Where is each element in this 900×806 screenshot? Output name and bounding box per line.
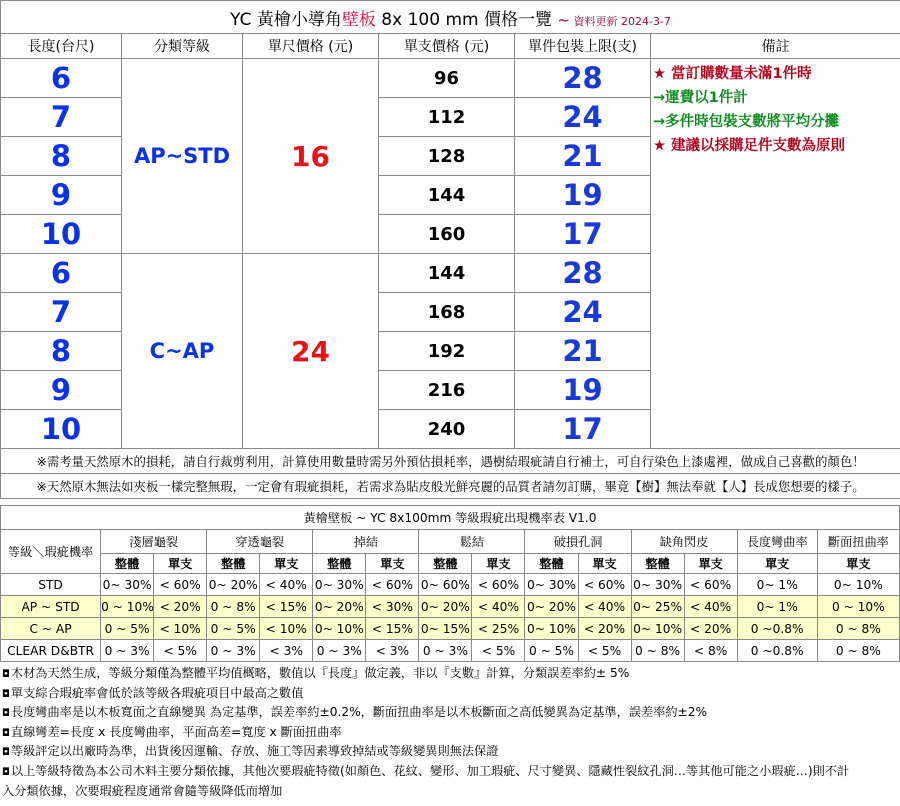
header-unit-price: 單尺價格 (元) — [243, 34, 379, 59]
pack-limit-cell: 17 — [515, 215, 651, 254]
header-grade: 分類等級 — [122, 34, 243, 59]
sub-header: 單支 — [366, 554, 419, 574]
defect-value: < 40% — [684, 596, 737, 618]
category-header: 斷面扭曲率 — [817, 530, 899, 554]
defect-value: 0~ 30% — [101, 574, 154, 596]
defect-value: < 40% — [260, 574, 313, 596]
defect-row — [1, 618, 900, 640]
defect-value: < 5% — [154, 640, 207, 662]
defect-value: 0 ~ 5% — [207, 618, 260, 640]
defect-value: 0 ~ 5% — [525, 640, 578, 662]
update-date: 資料更新 2024-3-7 — [569, 14, 671, 28]
defect-value: 0 ~0.8% — [737, 618, 817, 640]
defect-value: 0 ~ 8% — [817, 640, 899, 662]
length-cell: 8 — [1, 137, 122, 176]
grade-cell: AP~STD — [122, 59, 243, 254]
page-title — [1, 1, 900, 34]
pack-limit-cell: 19 — [515, 371, 651, 410]
piece-price-cell: 160 — [379, 215, 515, 254]
defect-grade: STD — [1, 574, 101, 596]
footnote — [0, 684, 900, 704]
header-pack-limit: 單件包裝上限(支) — [515, 34, 651, 59]
unit-price-cell: 16 — [243, 59, 379, 254]
title-highlight: 壁板 — [341, 9, 376, 30]
sub-header: 整體 — [207, 554, 260, 574]
title-suffix: 8x 100 mm 價格一覽 — [375, 9, 558, 30]
defect-value: 0 ~ 3% — [207, 640, 260, 662]
defect-value: < 8% — [684, 640, 737, 662]
remark-text: 當訂購數量未滿1件時 — [666, 66, 812, 82]
defect-value: < 5% — [578, 640, 631, 662]
defect-value: 0 ~ 8% — [631, 640, 684, 662]
length-cell: 7 — [1, 293, 122, 332]
length-cell: 6 — [1, 254, 122, 293]
footnote-text: 以上等級特徵為本公司木料主要分類依據，其他次要瑕疵特徵(如顏色、花紋、變形、加工瑕疵、尺寸變異、隱藏性裂紋孔洞…等其他可能之小瑕疵…)則不計 — [10, 764, 850, 778]
defect-row — [1, 640, 900, 662]
defect-value: < 3% — [366, 640, 419, 662]
defect-value: < 40% — [472, 596, 525, 618]
defect-value: 0 ~ 8% — [207, 596, 260, 618]
defect-value: < 25% — [472, 618, 525, 640]
defect-value: 0~ 15% — [419, 618, 472, 640]
defect-subheader-row — [1, 554, 900, 574]
star-icon: ★ — [653, 138, 666, 154]
defect-grade: AP ~ STD — [1, 596, 101, 618]
sub-header: 單支 — [578, 554, 631, 574]
length-cell: 9 — [1, 176, 122, 215]
category-header: 長度彎曲率 — [737, 530, 817, 554]
defect-value: < 10% — [154, 618, 207, 640]
bullet-icon: ◘ — [2, 747, 10, 759]
category-header: 鬆結 — [419, 530, 525, 554]
defect-value: < 60% — [472, 574, 525, 596]
defect-value: < 60% — [684, 574, 737, 596]
note-row — [1, 474, 900, 499]
footnote-text: 木材為天然生成，等級分類僅為整體平均值概略，數值以『長度』做定義，非以『支數』計算，分類誤差率約± 5% — [10, 666, 630, 680]
remarks-cell — [651, 59, 900, 449]
category-header: 穿透龜裂 — [207, 530, 313, 554]
defect-value: 0 ~ 3% — [313, 640, 366, 662]
piece-price-cell: 96 — [379, 59, 515, 98]
defect-grade: C ~ AP — [1, 618, 101, 640]
length-cell: 10 — [1, 410, 122, 449]
pack-limit-cell: 24 — [515, 293, 651, 332]
piece-price-cell: 168 — [379, 293, 515, 332]
bullet-icon: ◘ — [2, 688, 10, 700]
header-piece-price: 單支價格 (元) — [379, 34, 515, 59]
category-header: 淺層龜裂 — [101, 530, 207, 554]
sub-header: 整體 — [101, 554, 154, 574]
piece-price-cell: 112 — [379, 98, 515, 137]
defect-value: < 60% — [154, 574, 207, 596]
remark-item — [653, 134, 900, 158]
defect-row — [1, 596, 900, 618]
defect-value: 0~ 1% — [737, 596, 817, 618]
defect-value: 0~ 20% — [525, 596, 578, 618]
defect-value: 0~ 20% — [419, 596, 472, 618]
sub-header: 單支 — [737, 554, 817, 574]
unit-price-cell: 24 — [243, 254, 379, 449]
sub-header: 單支 — [260, 554, 313, 574]
arrow-icon: → — [653, 90, 666, 106]
defect-value: 0~ 30% — [313, 574, 366, 596]
grade-cell: C~AP — [122, 254, 243, 449]
remark-item — [653, 86, 900, 110]
defect-table — [0, 505, 900, 662]
bullet-icon: ◘ — [2, 767, 10, 778]
piece-price-cell: 128 — [379, 137, 515, 176]
defect-value: 0~ 30% — [631, 574, 684, 596]
defect-value: < 20% — [578, 618, 631, 640]
length-cell: 9 — [1, 371, 122, 410]
table-row — [1, 59, 900, 98]
defect-value: < 20% — [154, 596, 207, 618]
defect-value: < 5% — [472, 640, 525, 662]
defect-value: < 40% — [578, 596, 631, 618]
header-length: 長度(台尺) — [1, 34, 122, 59]
sub-header: 單支 — [684, 554, 737, 574]
defect-value: 0 ~ 8% — [817, 618, 899, 640]
piece-price-cell: 240 — [379, 410, 515, 449]
pack-limit-cell: 21 — [515, 137, 651, 176]
category-header: 缺角閃皮 — [631, 530, 737, 554]
defect-value: 0 ~ 5% — [101, 618, 154, 640]
defect-value: 0 ~ 3% — [101, 640, 154, 662]
pack-limit-cell: 28 — [515, 254, 651, 293]
defect-value: 0~ 20% — [313, 596, 366, 618]
piece-price-cell: 144 — [379, 254, 515, 293]
note-text: ※需考量天然原木的損耗，請自行裁剪利用，計算使用數量時需另外預估損耗率，遇樹結瑕疵請自行補士，可自行染色上漆處裡，做成自己喜歡的顏色！ — [1, 449, 900, 474]
defect-value: < 15% — [366, 618, 419, 640]
remark-text: 建議以採購足件支數為原則 — [666, 138, 846, 154]
defect-value: 0~ 10% — [313, 618, 366, 640]
sub-header: 整體 — [313, 554, 366, 574]
defect-value: < 60% — [366, 574, 419, 596]
defect-value: 0 ~ 3% — [419, 640, 472, 662]
footnote-text: 直線彎差=長度 x 長度彎曲率，平面高差=寬度 x 斷面扭曲率 — [10, 724, 342, 739]
defect-value: 0~ 10% — [817, 574, 899, 596]
footnote — [0, 762, 900, 782]
star-icon: ★ — [653, 66, 666, 82]
length-cell: 8 — [1, 332, 122, 371]
defect-value: 0~ 10% — [525, 618, 578, 640]
defect-value: 0 ~ 10% — [101, 596, 154, 618]
defect-row — [1, 574, 900, 596]
footnote-text: 長度彎曲率是以木板寬面之直線變異 為定基準，誤差率約±0.2%，斷面扭曲率是以木板斷面之高低變異為定基準，誤差率約±2% — [10, 705, 708, 720]
remark-item — [653, 62, 900, 86]
length-cell: 7 — [1, 98, 122, 137]
defect-value: < 10% — [260, 618, 313, 640]
length-cell: 6 — [1, 59, 122, 98]
defect-value: < 3% — [260, 640, 313, 662]
header-remarks: 備註 — [651, 34, 900, 59]
header-row — [1, 34, 900, 59]
length-cell: 10 — [1, 215, 122, 254]
defect-value: < 15% — [260, 596, 313, 618]
defect-value: 0~ 1% — [737, 574, 817, 596]
defect-value: 0 ~0.8% — [737, 640, 817, 662]
footnote-text: 單支綜合瑕疵率會低於該等級各瑕疵項目中最高之數值 — [10, 685, 304, 700]
bullet-icon: ◘ — [2, 727, 10, 739]
defect-value: < 60% — [578, 574, 631, 596]
piece-price-cell: 192 — [379, 332, 515, 371]
note-text: ※天然原木無法如夾板一樣完整無瑕，一定會有瑕疵損耗，若需求為貼皮般光鮮亮麗的品質者請勿訂購，畢竟【樹】無法奉就【人】長成您想要的樣子。 — [1, 474, 900, 499]
footnote — [0, 723, 900, 743]
defect-value: 0~ 25% — [631, 596, 684, 618]
footnote — [0, 782, 900, 801]
remark-text: 多件時包裝支數將平均分攤 — [665, 114, 840, 130]
arrow-icon: → — [653, 114, 666, 130]
defect-value: 0~ 20% — [207, 574, 260, 596]
note-row — [1, 449, 900, 474]
pack-limit-cell: 21 — [515, 332, 651, 371]
pack-limit-cell: 17 — [515, 410, 651, 449]
defect-table-title: 黃檜壁板 ~ YC 8x100mm 等級瑕疵出現機率表 V1.0 — [1, 506, 900, 530]
defect-value: 0 ~ 10% — [817, 596, 899, 618]
remark-item — [653, 110, 900, 134]
sub-header: 單支 — [472, 554, 525, 574]
footnote — [0, 742, 900, 762]
footnote — [0, 703, 900, 723]
sub-header: 整體 — [631, 554, 684, 574]
title-tilde: ~ — [557, 10, 570, 29]
piece-price-cell: 144 — [379, 176, 515, 215]
bullet-icon: ◘ — [2, 708, 10, 720]
row-header: 等級＼瑕疵機率 — [1, 530, 101, 574]
defect-value: 0~ 30% — [525, 574, 578, 596]
defect-grade: CLEAR D&BTR — [1, 640, 101, 662]
sub-header: 整體 — [525, 554, 578, 574]
footnote-text: 入分類依據，次要瑕疵程度通常會隨等級降低而增加 — [2, 783, 283, 798]
pack-limit-cell: 19 — [515, 176, 651, 215]
pack-limit-cell: 24 — [515, 98, 651, 137]
sub-header: 單支 — [154, 554, 207, 574]
footnote-text: 等級評定以出廠時為準，出貨後因運輸、存放、施工等因素導致掉結或等級變異則無法保證 — [10, 744, 499, 759]
title-prefix: YC 黃檜小導角 — [230, 9, 342, 30]
category-header: 破損孔洞 — [525, 530, 631, 554]
defect-header-row — [1, 530, 900, 554]
sub-header: 單支 — [817, 554, 899, 574]
defect-value: < 30% — [366, 596, 419, 618]
sub-header: 整體 — [419, 554, 472, 574]
bullet-icon: ◘ — [2, 669, 10, 680]
defect-value: 0~ 60% — [419, 574, 472, 596]
piece-price-cell: 216 — [379, 371, 515, 410]
remark-text: 運費以1件計 — [665, 90, 748, 106]
footnote — [0, 664, 900, 684]
defect-value: < 20% — [684, 618, 737, 640]
pack-limit-cell: 28 — [515, 59, 651, 98]
category-header: 掉結 — [313, 530, 419, 554]
defect-value: 0~ 10% — [631, 618, 684, 640]
